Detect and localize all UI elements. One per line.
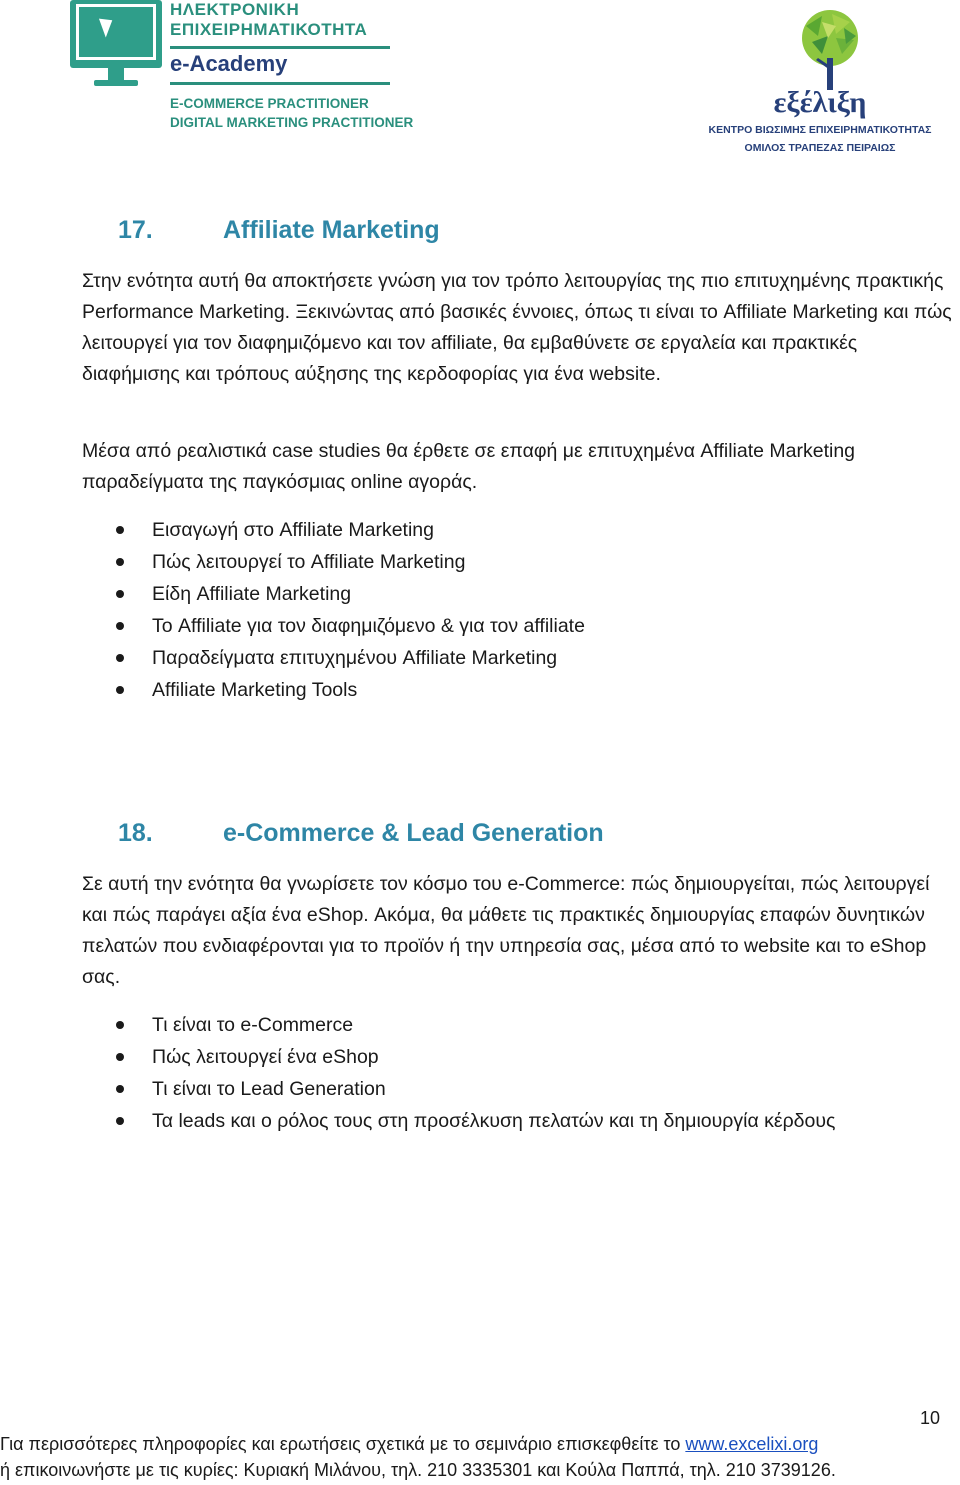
brand-subtitle-1: ΚΕΝΤΡΟ ΒΙΩΣΙΜΗΣ ΕΠΙΧΕΙΡΗΜΑΤΙΚΟΤΗΤΑΣ	[708, 124, 932, 136]
logo-brand: e-Academy	[170, 51, 288, 76]
list-item: Τα leads και ο ρόλος τους στη προσέλκυση πελατών και τη δημιουργία κέρδους	[82, 1105, 835, 1137]
section-number: 17.	[118, 216, 153, 244]
logo-divider	[170, 46, 390, 49]
topic-list	[82, 1009, 835, 1137]
logo-divider	[170, 82, 390, 85]
list-item: Είδη Affiliate Marketing	[82, 578, 585, 610]
section-title: Affiliate Marketing	[223, 216, 440, 244]
excelixi-logo	[700, 0, 940, 160]
section-heading	[118, 216, 440, 245]
brand-subtitle-2: ΟΜΙΛΟΣ ΤΡΑΠΕΖΑΣ ΠΕΙΡΑΙΩΣ	[744, 142, 896, 154]
topic-list	[82, 514, 585, 706]
list-item: Πώς λειτουργεί το Affiliate Marketing	[82, 546, 585, 578]
section-number: 18.	[118, 819, 153, 847]
list-item: Τι είναι το Lead Generation	[82, 1073, 835, 1105]
tree-icon	[792, 8, 868, 94]
logo-line-2: ΕΠΙΧΕΙΡΗΜΑΤΙΚΟΤΗΤΑ	[170, 20, 368, 39]
logo-line-5: DIGITAL MARKETING PRACTITIONER	[170, 115, 414, 130]
list-item: Affiliate Marketing Tools	[82, 674, 585, 706]
footer-line-1	[0, 1434, 818, 1455]
list-item: Το Affiliate για τον διαφημιζόμενο & για τον affiliate	[82, 610, 585, 642]
footer-line-2: ή επικοινωνήστε με τις κυρίες: Κυριακή Μιλάνου, τηλ. 210 3335301 και Κούλα Παππά, τηλ. 210 3739126.	[0, 1460, 836, 1480]
section-paragraph: Στην ενότητα αυτή θα αποκτήσετε γνώση για τον τρόπο λειτουργίας της πιο επιτυχημένης πρακτικής Performance Marketing. Ξεκινώντας από βασικές έννοιες, όπως τι είναι το Affiliate Marketing και πώς λειτουργεί για τον διαφημιζόμενο και τον affiliate, θα εμβαθύνετε σε εργαλεία και πρακτικές διαφήμισης και τρόπους αύξησης της κερδοφορίας για ένα website.	[82, 270, 952, 385]
section-title: e-Commerce & Lead Generation	[223, 819, 604, 847]
section-heading	[118, 819, 604, 848]
list-item: Τι είναι το e-Commerce	[82, 1009, 835, 1041]
footer-text: Για περισσότερες πληροφορίες και ερωτήσεις σχετικά με το σεμινάριο επισκεφθείτε το	[0, 1434, 686, 1454]
section-paragraph: Μέσα από ρεαλιστικά case studies θα έρθετε σε επαφή με επιτυχημένα Affiliate Marketing παραδείγματα της παγκόσμιας online αγοράς.	[82, 440, 856, 493]
list-item: Πώς λειτουργεί ένα eShop	[82, 1041, 835, 1073]
brand-name: εξέλιξη	[773, 86, 867, 119]
e-academy-logo	[70, 0, 450, 140]
list-item: Παραδείγματα επιτυχημένου Affiliate Marketing	[82, 642, 585, 674]
logo-line-4: E-COMMERCE PRACTITIONER	[170, 96, 369, 111]
list-item: Εισαγωγή στο Affiliate Marketing	[82, 514, 585, 546]
section-paragraph: Σε αυτή την ενότητα θα γνωρίσετε τον κόσμο του e-Commerce: πώς δημιουργείται, πώς λειτουργεί και πώς παράγει αξία ένα eShop. Ακόμα, θα μάθετε τις πρακτικές δημιουργίας επαφών δυνητικών πελατών που ενδιαφέρονται για το προϊόν ή την υπηρεσία σας, μέσα από το website και το eShop σας.	[82, 873, 930, 988]
website-link[interactable]: www.excelixi.org	[685, 1434, 819, 1454]
logo-line-1: ΗΛΕΚΤΡΟΝΙΚΗ	[170, 0, 300, 19]
page-number: 10	[920, 1408, 941, 1428]
